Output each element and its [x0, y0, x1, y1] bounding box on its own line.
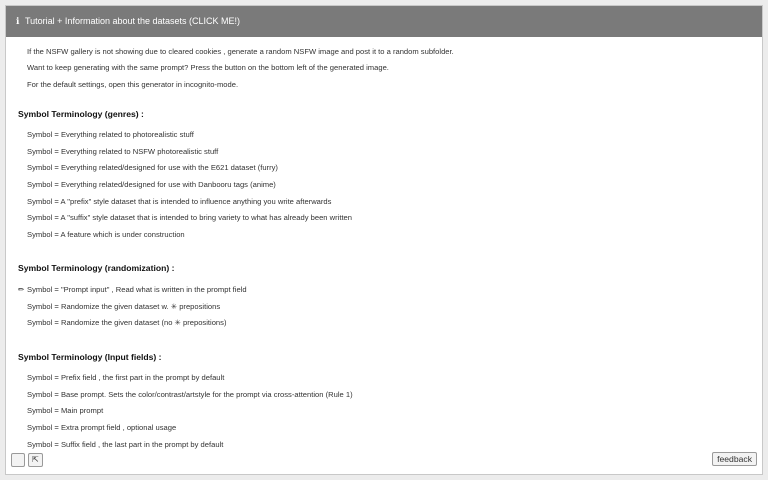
- list-item: ✏ Symbol = "Prompt input" , Read what is written in the prompt field: [18, 284, 247, 294]
- pencil-icon: ✏: [18, 284, 25, 294]
- tutorial-header[interactable]: [6, 6, 762, 37]
- list-item: Symbol = A feature which is under construction: [27, 229, 185, 239]
- list-item: Symbol = Main prompt: [27, 406, 104, 416]
- section-heading-genres: Symbol Terminology (genres) :: [18, 108, 144, 119]
- list-item: Symbol = Extra prompt field , optional usage: [27, 423, 177, 433]
- list-item: Symbol = Everything related/designed for use with Danbooru tags (anime): [27, 179, 276, 189]
- list-item: Symbol = Everything related to photorealistic stuff: [27, 130, 194, 140]
- tutorial-panel: [5, 5, 763, 475]
- list-item: Symbol = Randomize the given dataset w. ✳ prepositions: [27, 301, 221, 311]
- tutorial-title: Tutorial + Information about the datasets (CLICK ME!): [25, 16, 241, 26]
- list-item: Symbol = Prefix field , the first part in the prompt by default: [27, 373, 225, 383]
- footer-right-controls: [712, 449, 757, 467]
- section-heading-randomization: Symbol Terminology (randomization) :: [18, 263, 175, 274]
- section-heading-input-fields: Symbol Terminology (Input fields) :: [18, 351, 162, 362]
- list-item: Symbol = Everything related/designed for use with the E621 dataset (furry): [27, 163, 278, 173]
- list-item: Symbol = A "suffix" style dataset that is intended to bring variety to what has already been written: [27, 213, 353, 223]
- feedback-button[interactable]: feedback: [712, 452, 757, 466]
- menu-button[interactable]: [11, 453, 25, 467]
- intro-line: For the default settings, open this generator in incognito-mode.: [27, 79, 239, 89]
- intro-line: If the NSFW gallery is not showing due to cleared cookies , generate a random NSFW image and post it to a random subfolder.: [27, 46, 454, 56]
- list-item: Symbol = Suffix field , the last part in the prompt by default: [27, 439, 224, 449]
- list-item: Symbol = A "prefix" style dataset that is intended to influence anything you write afterwards: [27, 196, 332, 206]
- list-item: Symbol = Base prompt. Sets the color/contrast/artstyle for the prompt via cross-attention (Rule 1): [27, 389, 353, 399]
- footer-left-controls: [11, 453, 43, 467]
- list-item: Symbol = Randomize the given dataset (no ✳ prepositions): [27, 318, 227, 328]
- intro-line: Want to keep generating with the same prompt? Press the button on the bottom left of the generated image.: [27, 63, 389, 73]
- list-item: Symbol = Everything related to NSFW photorealistic stuff: [27, 146, 219, 156]
- tutorial-content: [6, 37, 762, 452]
- collapse-button[interactable]: ⇱: [28, 453, 43, 467]
- info-icon: ℹ: [16, 16, 20, 26]
